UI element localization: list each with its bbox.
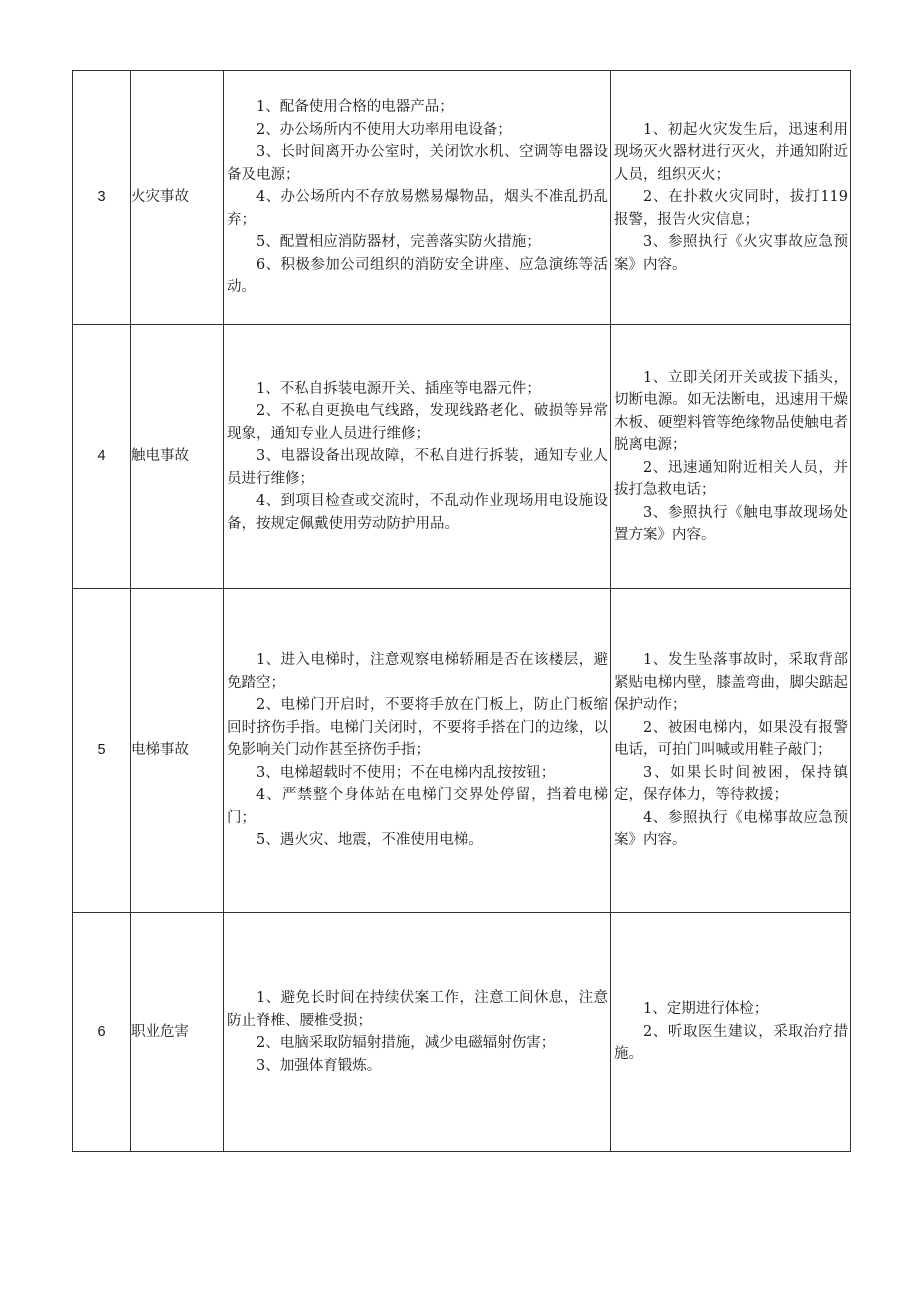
response-item: 4、参照执行《电梯事故应急预案》内容。 [614, 809, 848, 849]
response-item: 1、初起火灾发生后，迅速利用现场灭火器材进行灭火，并通知附近人员，组织灭火； [614, 121, 848, 183]
response-item: 2、听取医生建议，采取治疗措施。 [614, 1023, 848, 1063]
response-item: 3、如果长时间被困，保持镇定，保存体力，等待救援； [614, 764, 848, 804]
table-row [73, 589, 851, 913]
response-item: 1、发生坠落事故时，采取背部紧贴电梯内壁，膝盖弯曲，脚尖踮起保护动作； [614, 652, 848, 714]
measure-item: 5、配置相应消防器材，完善落实防火措施； [256, 234, 541, 251]
prevention-measures [224, 71, 611, 325]
measure-item: 1、配备使用合格的电器产品； [256, 99, 454, 116]
response-item: 3、参照执行《触电事故现场处置方案》内容。 [614, 504, 848, 543]
response-item: 2、迅速通知附近相关人员，并拔打急救电话； [614, 459, 848, 498]
prevention-measures [224, 589, 611, 913]
response-item: 1、立即关闭开关或拔下插头，切断电源。如无法断电，迅速用干燥木板、硬塑料管等绝缘物品使触电者脱离电源； [614, 369, 848, 453]
measure-item: 3、电器设备出现故障，不私自进行拆装，通知专业人员进行维修； [227, 448, 608, 487]
measure-item: 2、电梯门开启时，不要将手放在门板上，防止门板缩回时挤伤手指。电梯门关闭时，不要将手搭在门的边缘，以免影响关门动作甚至挤伤手指； [227, 697, 608, 759]
measure-item: 4、办公场所内不存放易燃易爆物品，烟头不准乱扔乱弃； [227, 189, 608, 228]
measure-item: 1、避免长时间在持续伏案工作，注意工间休息，注意防止脊椎、腰椎受损； [227, 990, 608, 1029]
table-row [73, 913, 851, 1152]
measure-item: 3、加强体育锻炼。 [256, 1057, 382, 1074]
table-row [73, 325, 851, 589]
measure-item: 5、遇火灾、地震，不准使用电梯。 [256, 832, 483, 849]
response-item: 3、参照执行《火灾事故应急预案》内容。 [614, 234, 848, 273]
measure-item: 3、电梯超载时不使用；不在电梯内乱按按钮； [256, 764, 556, 781]
measure-item: 4、到项目检查或交流时，不乱动作业现场用电设施设备，按规定佩戴使用劳动防护用品。 [227, 493, 608, 532]
emergency-response [611, 913, 851, 1152]
row-number: 3 [73, 71, 131, 325]
emergency-response [611, 71, 851, 325]
hazard-type: 职业危害 [131, 913, 224, 1152]
table-row [73, 71, 851, 325]
measure-item: 4、严禁整个身体站在电梯门交界处停留，挡着电梯门； [227, 787, 608, 826]
prevention-measures [224, 913, 611, 1152]
row-number: 6 [73, 913, 131, 1152]
response-item: 2、在扑救火灾同时，拔打119报警，报告火灾信息； [614, 189, 848, 228]
prevention-measures [224, 325, 611, 589]
measure-item: 2、电脑采取防辐射措施，减少电磁辐射伤害； [256, 1035, 556, 1051]
measure-item: 1、不私自拆装电源开关、插座等电器元件； [256, 380, 541, 397]
measure-item: 3、长时间离开办公室时，关闭饮水机、空调等电器设备及电源； [227, 144, 608, 183]
response-item: 1、定期进行体检； [643, 1001, 769, 1018]
hazard-type: 火灾事故 [131, 71, 224, 325]
hazard-type: 触电事故 [131, 325, 224, 589]
emergency-response [611, 589, 851, 913]
row-number: 5 [73, 589, 131, 913]
emergency-response [611, 325, 851, 589]
response-item: 2、被困电梯内，如果没有报警电话，可拍门叫喊或用鞋子敲门； [614, 719, 848, 759]
row-number: 4 [73, 325, 131, 589]
measure-item: 1、进入电梯时，注意观察电梯轿厢是否在该楼层，避免踏空； [227, 652, 608, 691]
hazard-type: 电梯事故 [131, 589, 224, 913]
hazard-table [72, 70, 851, 1152]
measure-item: 2、不私自更换电气线路，发现线路老化、破损等异常现象，通知专业人员进行维修； [227, 403, 608, 442]
measure-item: 6、积极参加公司组织的消防安全讲座、应急演练等活动。 [227, 256, 608, 296]
measure-item: 2、办公场所内不使用大功率用电设备； [256, 121, 512, 138]
